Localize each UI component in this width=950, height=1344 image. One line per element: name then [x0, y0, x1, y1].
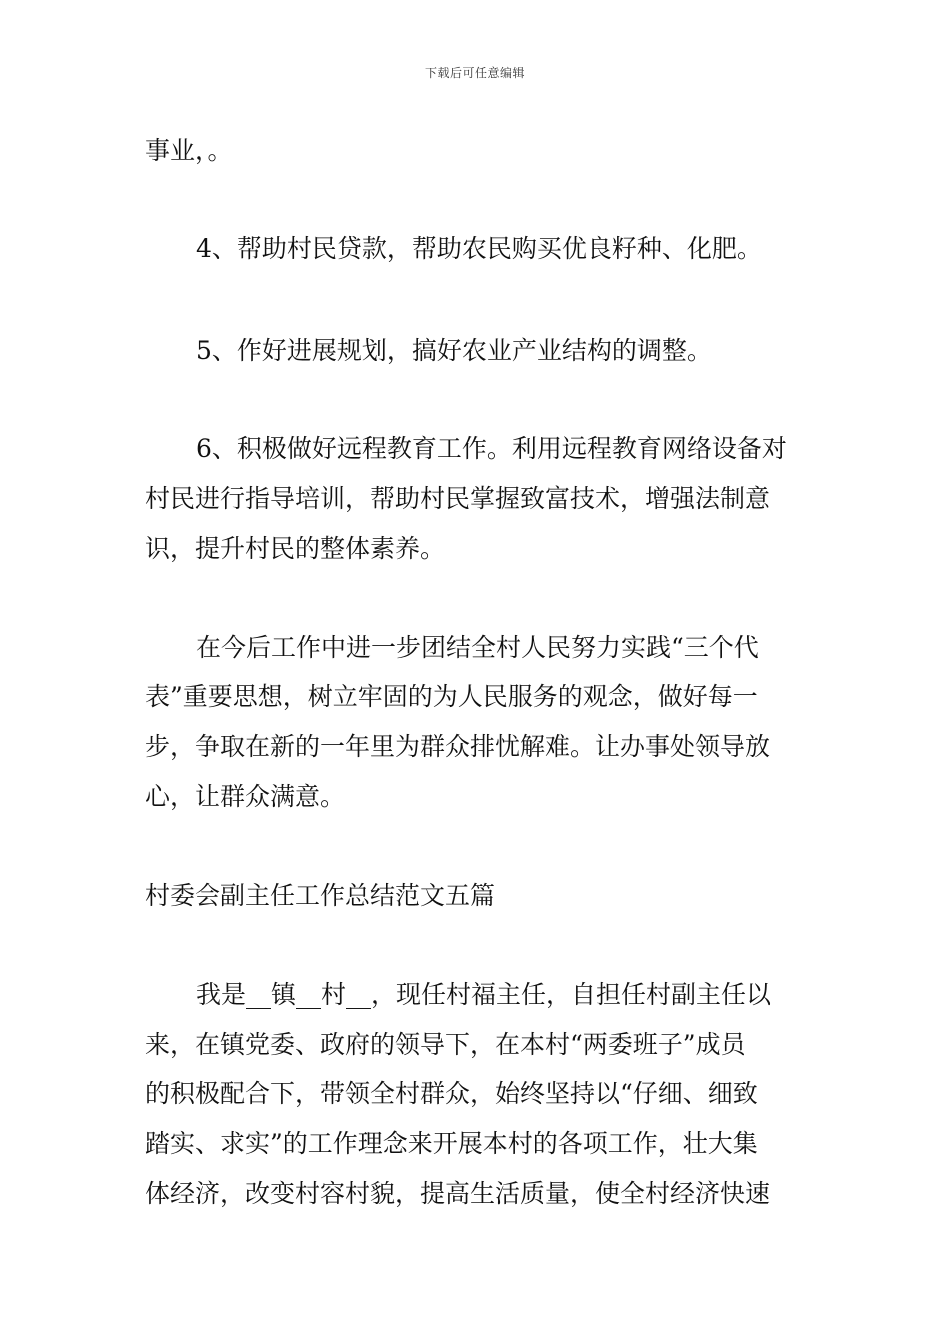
text-line: 体经济，改变村容村貌，提高生活质量，使全村经济快速: [145, 1179, 771, 1208]
text-line: 在今后工作中进一步团结全村人民努力实践“三个代: [196, 633, 759, 662]
text-line: 识，提升村民的整体素养。: [145, 534, 446, 563]
text-line: 的积极配合下，带领全村群众，始终坚持以“仔细、细致: [145, 1079, 758, 1108]
text-line: 心，让群众满意。: [145, 782, 346, 811]
text-line: 来，在镇党委、政府的领导下，在本村“两委班子”成员: [145, 1030, 746, 1059]
text-line: 村民进行指导培训，帮助村民掌握致富技术，增强法制意: [145, 484, 771, 513]
text-line: 6、积极做好远程教育工作。利用远程教育网络设备对: [196, 434, 787, 463]
section-heading: 村委会副主任工作总结范文五篇: [145, 881, 496, 910]
text-line: 5、作好进展规划，搞好农业产业结构的调整。: [196, 336, 712, 365]
text-line: 表”重要思想，树立牢固的为人民服务的观念，做好每一: [145, 682, 758, 711]
text-line: 踏实、求实”的工作理念来开展本村的各项工作，壮大集: [145, 1129, 758, 1158]
text-line: 步，争取在新的一年里为群众排忧解难。让办事处领导放: [145, 732, 771, 761]
text-line: 我是__镇__村__，现任村福主任，自担任村副主任以: [196, 980, 772, 1009]
text-line: 4、帮助村民贷款，帮助农民购买优良籽种、化肥。: [196, 234, 762, 263]
text-line: 事业，。: [145, 136, 233, 165]
page-header: 下载后可任意编辑: [424, 66, 525, 80]
